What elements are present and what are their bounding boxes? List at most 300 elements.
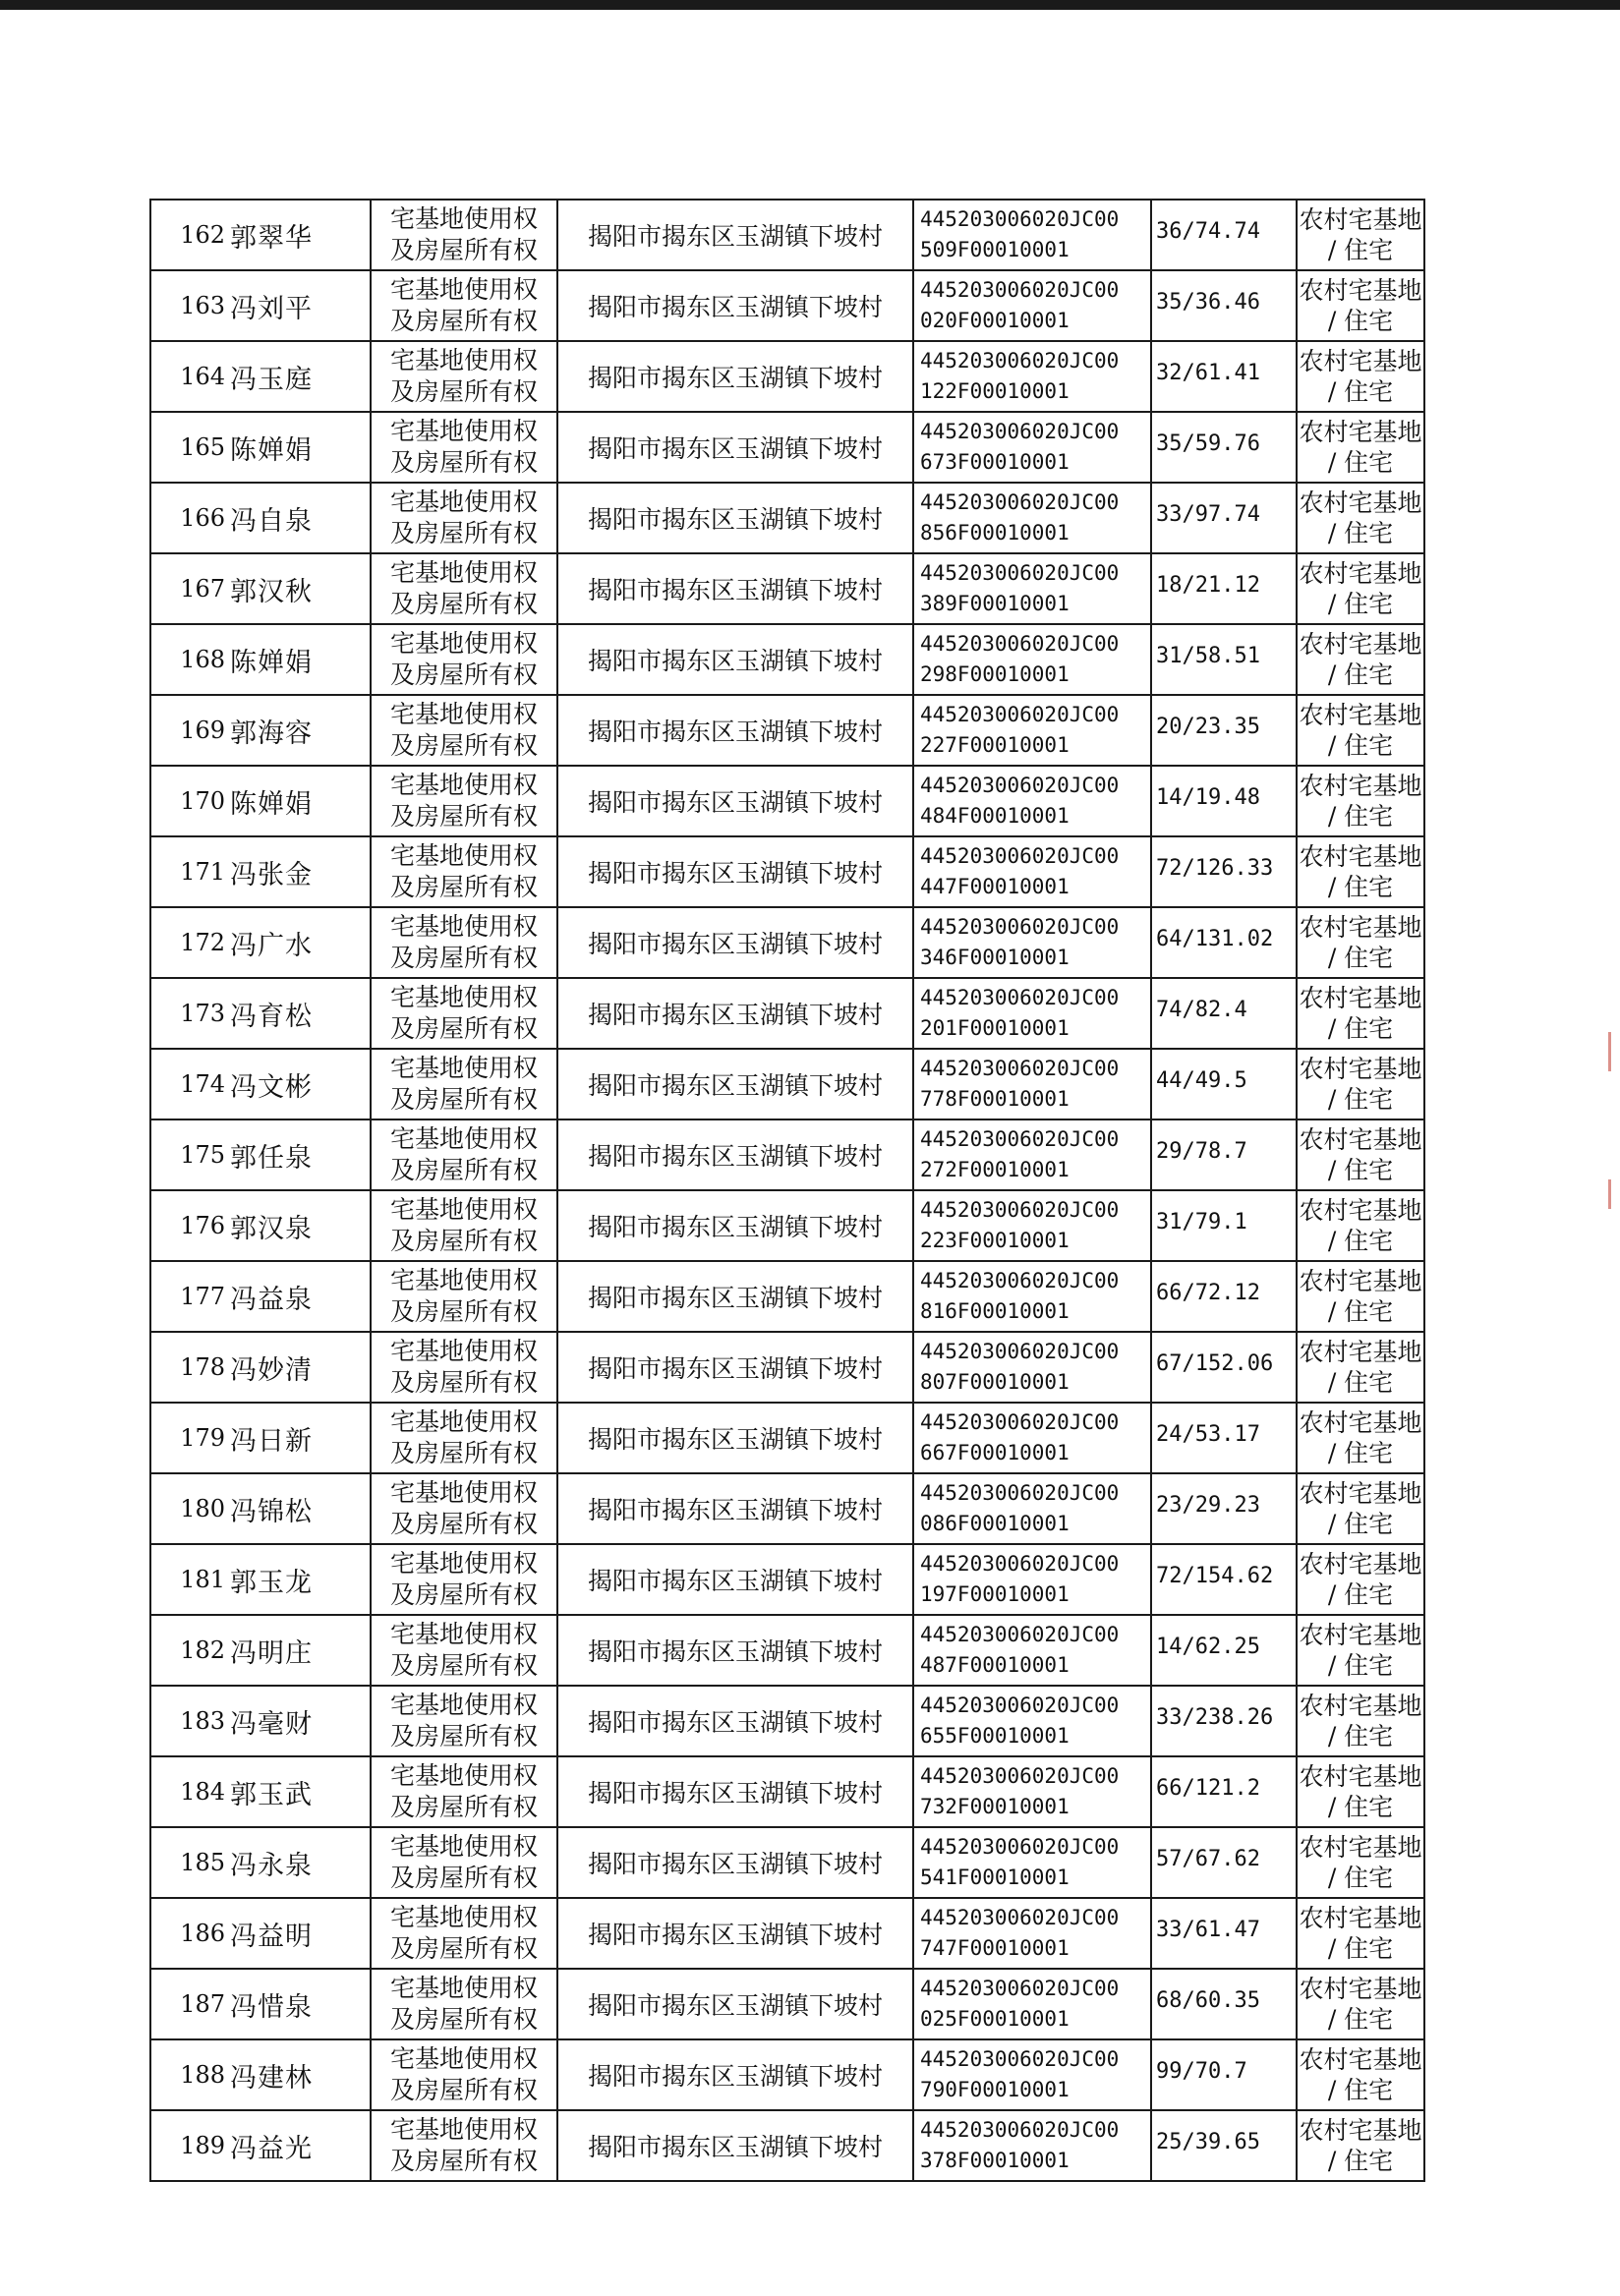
table-row [150, 341, 1424, 412]
location: 揭阳市揭东区玉湖镇下坡村 [557, 2039, 913, 2110]
land-use-line: / 住宅 [1327, 1793, 1394, 1821]
land-use [1297, 270, 1424, 341]
owner-name: 郭翠华 [229, 200, 371, 270]
table-row [150, 1190, 1424, 1261]
unit-code-line: 272F00010001 [920, 1158, 1070, 1181]
location: 揭阳市揭东区玉湖镇下坡村 [557, 1827, 913, 1898]
location: 揭阳市揭东区玉湖镇下坡村 [557, 341, 913, 412]
area: 66/72.12 [1151, 1261, 1297, 1332]
location: 揭阳市揭东区玉湖镇下坡村 [557, 1898, 913, 1969]
right-type-line: 宅基地使用权 [389, 558, 538, 587]
right-type [371, 2110, 557, 2181]
land-use [1297, 1827, 1424, 1898]
area: 72/126.33 [1151, 836, 1297, 907]
location: 揭阳市揭东区玉湖镇下坡村 [557, 1756, 913, 1827]
right-type-line: 宅基地使用权 [389, 1266, 538, 1294]
right-type [371, 695, 557, 766]
right-type-line: 及房屋所有权 [389, 1651, 538, 1680]
unit-code-line: 445203006020JC00 [920, 1623, 1120, 1646]
right-type-line: 及房屋所有权 [389, 1297, 538, 1326]
land-use-line: 农村宅基地 [1299, 630, 1422, 659]
right-type [371, 341, 557, 412]
unit-code-line: 856F00010001 [920, 521, 1070, 545]
land-use-line: 农村宅基地 [1299, 1975, 1422, 2003]
land-use-line: 农村宅基地 [1299, 984, 1422, 1012]
land-use-line: / 住宅 [1327, 519, 1394, 547]
right-type-line: 及房屋所有权 [389, 802, 538, 831]
right-type-line: 宅基地使用权 [389, 1337, 538, 1365]
right-type-line: 及房屋所有权 [389, 1368, 538, 1397]
unit-code [913, 766, 1151, 836]
row-index: 172 [150, 907, 229, 978]
unit-code-line: 445203006020JC00 [920, 1057, 1120, 1080]
location: 揭阳市揭东区玉湖镇下坡村 [557, 1969, 913, 2039]
right-type [371, 978, 557, 1049]
location: 揭阳市揭东区玉湖镇下坡村 [557, 978, 913, 1049]
land-use-line: / 住宅 [1327, 731, 1394, 760]
location: 揭阳市揭东区玉湖镇下坡村 [557, 1403, 913, 1473]
land-use [1297, 200, 1424, 270]
owner-name: 冯日新 [229, 1403, 371, 1473]
area: 72/154.62 [1151, 1544, 1297, 1615]
location: 揭阳市揭东区玉湖镇下坡村 [557, 1261, 913, 1332]
scan-top-edge [0, 0, 1620, 10]
row-index: 162 [150, 200, 229, 270]
unit-code-line: 445203006020JC00 [920, 1977, 1120, 2000]
right-type-line: 及房屋所有权 [389, 590, 538, 618]
land-use-line: / 住宅 [1327, 1580, 1394, 1609]
area: 25/39.65 [1151, 2110, 1297, 2181]
table-row [150, 412, 1424, 483]
unit-code-line: 445203006020JC00 [920, 844, 1120, 868]
right-type-line: 宅基地使用权 [389, 1478, 538, 1507]
row-index: 163 [150, 270, 229, 341]
row-index: 164 [150, 341, 229, 412]
table-row [150, 2039, 1424, 2110]
area: 33/61.47 [1151, 1898, 1297, 1969]
area: 35/59.76 [1151, 412, 1297, 483]
land-use [1297, 1190, 1424, 1261]
unit-code [913, 1049, 1151, 1119]
right-type-line: 宅基地使用权 [389, 983, 538, 1011]
right-type [371, 1686, 557, 1756]
land-use [1297, 2039, 1424, 2110]
land-use-line: 农村宅基地 [1299, 1125, 1422, 1154]
right-type [371, 1827, 557, 1898]
right-type-line: 及房屋所有权 [389, 2005, 538, 2034]
unit-code-line: 445203006020JC00 [920, 2047, 1120, 2071]
table-row [150, 1969, 1424, 2039]
unit-code [913, 270, 1151, 341]
unit-code-line: 487F00010001 [920, 1653, 1070, 1677]
land-use [1297, 1686, 1424, 1756]
unit-code-line: 389F00010001 [920, 592, 1070, 615]
row-index: 169 [150, 695, 229, 766]
unit-code-line: 816F00010001 [920, 1299, 1070, 1323]
land-use-line: 农村宅基地 [1299, 772, 1422, 800]
right-type-line: 宅基地使用权 [389, 1195, 538, 1224]
area: 74/82.4 [1151, 978, 1297, 1049]
unit-code-line: 346F00010001 [920, 946, 1070, 969]
land-use-line: 农村宅基地 [1299, 418, 1422, 446]
right-type-line: 宅基地使用权 [389, 417, 538, 445]
row-index: 187 [150, 1969, 229, 2039]
land-use-line: / 住宅 [1327, 944, 1394, 972]
location: 揭阳市揭东区玉湖镇下坡村 [557, 1544, 913, 1615]
unit-code [913, 1827, 1151, 1898]
land-use [1297, 1969, 1424, 2039]
land-use [1297, 1261, 1424, 1332]
owner-name: 冯益光 [229, 2110, 371, 2181]
right-type-line: 及房屋所有权 [389, 1793, 538, 1821]
unit-code-line: 790F00010001 [920, 2078, 1070, 2101]
unit-code-line: 445203006020JC00 [920, 703, 1120, 726]
unit-code-line: 445203006020JC00 [920, 632, 1120, 656]
unit-code-line: 445203006020JC00 [920, 1693, 1120, 1717]
location: 揭阳市揭东区玉湖镇下坡村 [557, 483, 913, 553]
table-row [150, 1827, 1424, 1898]
unit-code-line: 445203006020JC00 [920, 774, 1120, 797]
unit-code [913, 1969, 1151, 2039]
land-use-line: / 住宅 [1327, 377, 1394, 406]
row-index: 181 [150, 1544, 229, 1615]
land-use [1297, 1119, 1424, 1190]
land-use-line: 农村宅基地 [1299, 205, 1422, 234]
right-type-line: 宅基地使用权 [389, 912, 538, 941]
unit-code-line: 378F00010001 [920, 2149, 1070, 2172]
owner-name: 郭汉泉 [229, 1190, 371, 1261]
table-row [150, 1332, 1424, 1403]
owner-name: 郭玉龙 [229, 1544, 371, 1615]
unit-code-line: 509F00010001 [920, 238, 1070, 261]
land-use-line: / 住宅 [1327, 1156, 1394, 1184]
location: 揭阳市揭东区玉湖镇下坡村 [557, 1049, 913, 1119]
table-row [150, 907, 1424, 978]
owner-name: 冯明庄 [229, 1615, 371, 1686]
land-use-line: 农村宅基地 [1299, 1408, 1422, 1437]
land-use [1297, 483, 1424, 553]
right-type-line: 宅基地使用权 [389, 1124, 538, 1153]
table-row [150, 1049, 1424, 1119]
scan-margin-mark [1608, 1179, 1611, 1209]
unit-code-line: 020F00010001 [920, 309, 1070, 332]
unit-code-line: 445203006020JC00 [920, 490, 1120, 514]
right-type-line: 及房屋所有权 [389, 1864, 538, 1892]
land-use-line: 农村宅基地 [1299, 2045, 1422, 2074]
right-type [371, 412, 557, 483]
owner-name: 冯广水 [229, 907, 371, 978]
location: 揭阳市揭东区玉湖镇下坡村 [557, 1473, 913, 1544]
right-type-line: 及房屋所有权 [389, 2147, 538, 2175]
unit-code-line: 447F00010001 [920, 875, 1070, 898]
area: 29/78.7 [1151, 1119, 1297, 1190]
land-use-line: 农村宅基地 [1299, 842, 1422, 871]
row-index: 174 [150, 1049, 229, 1119]
right-type-line: 及房屋所有权 [389, 2076, 538, 2104]
unit-code-line: 197F00010001 [920, 1582, 1070, 1606]
table-row [150, 1615, 1424, 1686]
unit-code [913, 1686, 1151, 1756]
unit-code-line: 445203006020JC00 [920, 1835, 1120, 1859]
right-type-line: 宅基地使用权 [389, 1620, 538, 1648]
right-type [371, 836, 557, 907]
unit-code [913, 341, 1151, 412]
unit-code-line: 807F00010001 [920, 1370, 1070, 1394]
right-type [371, 2039, 557, 2110]
land-use [1297, 553, 1424, 624]
area: 68/60.35 [1151, 1969, 1297, 2039]
unit-code [913, 200, 1151, 270]
unit-code-line: 778F00010001 [920, 1087, 1070, 1111]
land-use-line: / 住宅 [1327, 660, 1394, 689]
right-type-line: 及房屋所有权 [389, 873, 538, 901]
row-index: 186 [150, 1898, 229, 1969]
land-use-line: / 住宅 [1327, 236, 1394, 264]
right-type-line: 宅基地使用权 [389, 1407, 538, 1436]
right-type-line: 及房屋所有权 [389, 1934, 538, 1963]
unit-code [913, 1473, 1151, 1544]
area: 67/152.06 [1151, 1332, 1297, 1403]
location: 揭阳市揭东区玉湖镇下坡村 [557, 270, 913, 341]
row-index: 167 [150, 553, 229, 624]
land-use-line: 农村宅基地 [1299, 1267, 1422, 1295]
area: 20/23.35 [1151, 695, 1297, 766]
owner-name: 冯文彬 [229, 1049, 371, 1119]
location: 揭阳市揭东区玉湖镇下坡村 [557, 1686, 913, 1756]
owner-name: 冯永泉 [229, 1827, 371, 1898]
right-type-line: 宅基地使用权 [389, 1974, 538, 2002]
table-row [150, 2110, 1424, 2181]
right-type-line: 及房屋所有权 [389, 1722, 538, 1751]
unit-code-line: 122F00010001 [920, 379, 1070, 403]
land-use [1297, 624, 1424, 695]
area: 14/19.48 [1151, 766, 1297, 836]
land-use [1297, 836, 1424, 907]
owner-name: 冯惜泉 [229, 1969, 371, 2039]
table-row [150, 1898, 1424, 1969]
right-type [371, 1261, 557, 1332]
area: 99/70.7 [1151, 2039, 1297, 2110]
table-row [150, 270, 1424, 341]
unit-code-line: 445203006020JC00 [920, 207, 1120, 231]
land-use-line: 农村宅基地 [1299, 1692, 1422, 1720]
row-index: 188 [150, 2039, 229, 2110]
unit-code-line: 223F00010001 [920, 1229, 1070, 1252]
unit-code [913, 1403, 1151, 1473]
location: 揭阳市揭东区玉湖镇下坡村 [557, 1615, 913, 1686]
land-use-line: / 住宅 [1327, 873, 1394, 901]
unit-code [913, 624, 1151, 695]
land-use-line: / 住宅 [1327, 2147, 1394, 2175]
land-use-line: / 住宅 [1327, 1297, 1394, 1326]
right-type [371, 1898, 557, 1969]
unit-code-line: 445203006020JC00 [920, 1906, 1120, 1929]
table-row [150, 483, 1424, 553]
unit-code-line: 445203006020JC00 [920, 349, 1120, 373]
table-row [150, 200, 1424, 270]
right-type [371, 766, 557, 836]
right-type [371, 1190, 557, 1261]
right-type-line: 及房屋所有权 [389, 1227, 538, 1255]
unit-code-line: 655F00010001 [920, 1724, 1070, 1748]
land-use-line: 农村宅基地 [1299, 913, 1422, 942]
unit-code-line: 445203006020JC00 [920, 561, 1120, 585]
right-type-line: 及房屋所有权 [389, 307, 538, 335]
right-type [371, 553, 557, 624]
area: 32/61.41 [1151, 341, 1297, 412]
area: 18/21.12 [1151, 553, 1297, 624]
unit-code [913, 483, 1151, 553]
right-type [371, 1403, 557, 1473]
unit-code-line: 445203006020JC00 [920, 1340, 1120, 1363]
right-type-line: 宅基地使用权 [389, 629, 538, 658]
right-type-line: 宅基地使用权 [389, 1549, 538, 1578]
row-index: 189 [150, 2110, 229, 2181]
right-type-line: 及房屋所有权 [389, 448, 538, 477]
land-use-line: 农村宅基地 [1299, 276, 1422, 305]
unit-code [913, 2110, 1151, 2181]
right-type-line: 及房屋所有权 [389, 1014, 538, 1043]
location: 揭阳市揭东区玉湖镇下坡村 [557, 766, 913, 836]
location: 揭阳市揭东区玉湖镇下坡村 [557, 1190, 913, 1261]
right-type-line: 及房屋所有权 [389, 377, 538, 406]
area: 64/131.02 [1151, 907, 1297, 978]
right-type-line: 及房屋所有权 [389, 519, 538, 547]
owner-name: 冯建林 [229, 2039, 371, 2110]
unit-code-line: 541F00010001 [920, 1866, 1070, 1889]
land-use [1297, 1332, 1424, 1403]
land-use-line: / 住宅 [1327, 1085, 1394, 1114]
right-type [371, 1615, 557, 1686]
row-index: 168 [150, 624, 229, 695]
right-type-line: 宅基地使用权 [389, 1691, 538, 1719]
land-use [1297, 978, 1424, 1049]
unit-code [913, 1119, 1151, 1190]
area: 31/79.1 [1151, 1190, 1297, 1261]
unit-code-line: 667F00010001 [920, 1441, 1070, 1464]
land-use [1297, 1049, 1424, 1119]
row-index: 170 [150, 766, 229, 836]
right-type-line: 宅基地使用权 [389, 204, 538, 233]
land-use-line: / 住宅 [1327, 1014, 1394, 1043]
unit-code-line: 484F00010001 [920, 804, 1070, 828]
row-index: 178 [150, 1332, 229, 1403]
unit-code-line: 445203006020JC00 [920, 986, 1120, 1009]
right-type [371, 1756, 557, 1827]
row-index: 180 [150, 1473, 229, 1544]
unit-code-line: 673F00010001 [920, 450, 1070, 474]
unit-code [913, 1898, 1151, 1969]
unit-code-line: 732F00010001 [920, 1795, 1070, 1818]
right-type-line: 宅基地使用权 [389, 1832, 538, 1861]
right-type [371, 1544, 557, 1615]
owner-name: 冯妙清 [229, 1332, 371, 1403]
right-type [371, 1473, 557, 1544]
owner-name: 郭任泉 [229, 1119, 371, 1190]
land-use-line: 农村宅基地 [1299, 1550, 1422, 1578]
land-use [1297, 1615, 1424, 1686]
unit-code-line: 445203006020JC00 [920, 1481, 1120, 1505]
land-use [1297, 766, 1424, 836]
owner-name: 陈婵娟 [229, 766, 371, 836]
owner-name: 冯刘平 [229, 270, 371, 341]
location: 揭阳市揭东区玉湖镇下坡村 [557, 695, 913, 766]
land-use-line: 农村宅基地 [1299, 701, 1422, 729]
right-type [371, 1969, 557, 2039]
right-type-line: 及房屋所有权 [389, 1156, 538, 1184]
right-type-line: 及房屋所有权 [389, 944, 538, 972]
table-row [150, 624, 1424, 695]
land-use-line: 农村宅基地 [1299, 1338, 1422, 1366]
owner-name: 郭汉秋 [229, 553, 371, 624]
unit-code [913, 1756, 1151, 1827]
location: 揭阳市揭东区玉湖镇下坡村 [557, 553, 913, 624]
unit-code [913, 836, 1151, 907]
owner-name: 冯自泉 [229, 483, 371, 553]
land-use-line: 农村宅基地 [1299, 2116, 1422, 2145]
row-index: 176 [150, 1190, 229, 1261]
table-row [150, 553, 1424, 624]
location: 揭阳市揭东区玉湖镇下坡村 [557, 836, 913, 907]
right-type [371, 270, 557, 341]
unit-code-line: 445203006020JC00 [920, 1410, 1120, 1434]
land-use-line: 农村宅基地 [1299, 1479, 1422, 1508]
owner-name: 冯张金 [229, 836, 371, 907]
right-type-line: 宅基地使用权 [389, 275, 538, 304]
land-use-line: 农村宅基地 [1299, 1196, 1422, 1225]
land-use-line: / 住宅 [1327, 2005, 1394, 2034]
unit-code-line: 445203006020JC00 [920, 420, 1120, 443]
right-type-line: 宅基地使用权 [389, 700, 538, 728]
area: 31/58.51 [1151, 624, 1297, 695]
table-row [150, 978, 1424, 1049]
owner-name: 陈婵娟 [229, 624, 371, 695]
table-row [150, 1261, 1424, 1332]
row-index: 185 [150, 1827, 229, 1898]
right-type [371, 624, 557, 695]
owner-name: 郭玉武 [229, 1756, 371, 1827]
right-type [371, 200, 557, 270]
owner-name: 冯毫财 [229, 1686, 371, 1756]
owner-name: 陈婵娟 [229, 412, 371, 483]
right-type-line: 宅基地使用权 [389, 2115, 538, 2144]
land-use-line: 农村宅基地 [1299, 488, 1422, 517]
right-type [371, 907, 557, 978]
unit-code [913, 695, 1151, 766]
land-use-line: / 住宅 [1327, 2076, 1394, 2104]
owner-name: 冯益明 [229, 1898, 371, 1969]
land-use [1297, 1756, 1424, 1827]
unit-code [913, 2039, 1151, 2110]
table-body [150, 200, 1424, 2181]
unit-code-line: 445203006020JC00 [920, 2118, 1120, 2142]
land-use-line: / 住宅 [1327, 448, 1394, 477]
row-index: 177 [150, 1261, 229, 1332]
right-type-line: 宅基地使用权 [389, 1054, 538, 1082]
row-index: 183 [150, 1686, 229, 1756]
row-index: 184 [150, 1756, 229, 1827]
right-type-line: 及房屋所有权 [389, 731, 538, 760]
unit-code-line: 445203006020JC00 [920, 1127, 1120, 1151]
unit-code-line: 445203006020JC00 [920, 1764, 1120, 1788]
land-use-line: / 住宅 [1327, 1227, 1394, 1255]
land-use-line: / 住宅 [1327, 590, 1394, 618]
owner-name: 冯锦松 [229, 1473, 371, 1544]
land-use-line: / 住宅 [1327, 307, 1394, 335]
land-use-line: 农村宅基地 [1299, 1833, 1422, 1862]
row-index: 173 [150, 978, 229, 1049]
row-index: 182 [150, 1615, 229, 1686]
